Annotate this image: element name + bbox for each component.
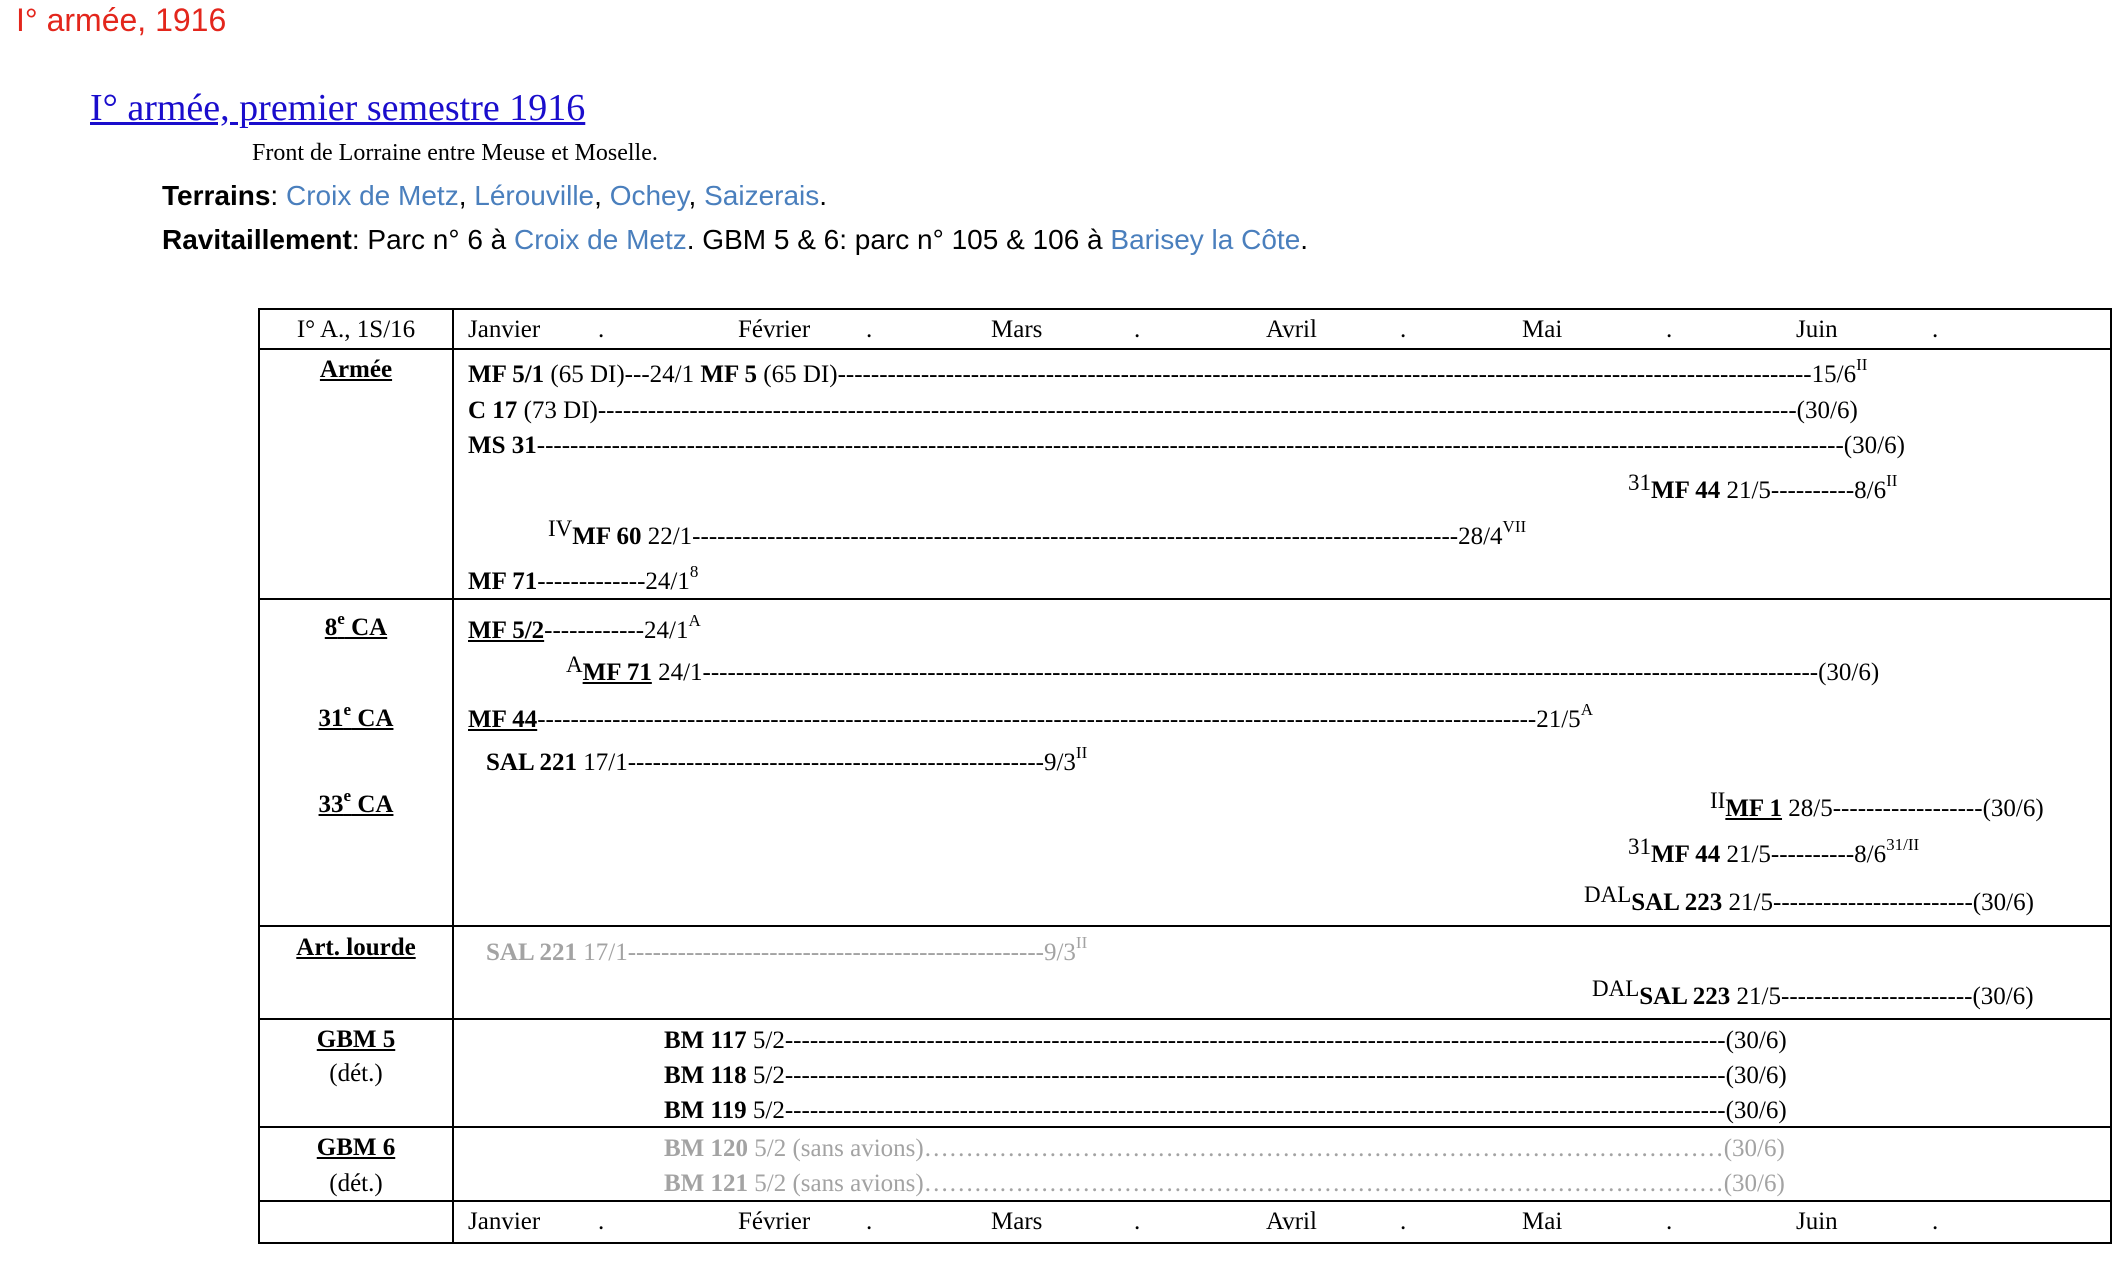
section-gbm6: GBM 6 [316, 1134, 396, 1161]
month-separator: . [598, 1208, 605, 1235]
month-header-mai: Mai [1522, 316, 1563, 343]
terrains-label: Terrains [162, 180, 271, 211]
ravit-link-barisey[interactable]: Barisey la Côte [1110, 224, 1301, 255]
gbm6-detachment-label: (dét.) [329, 1170, 383, 1197]
row-divider [258, 1126, 2112, 1128]
month-header-mars: Mars [991, 316, 1043, 343]
month-footer-avril: Avril [1266, 1208, 1317, 1235]
month-separator: . [1666, 1208, 1673, 1235]
entry-bm118: BM 118 5/2-----------------------------------------------------------------------------------------------------------------(30/6) [664, 1062, 1787, 1089]
semester-link[interactable]: I° armée, premier semestre 1916 [90, 87, 586, 129]
front-description: Front de Lorraine entre Meuse et Moselle. [252, 140, 658, 166]
section-gbm5: GBM 5 [316, 1026, 396, 1053]
entry-mf71-armee: MF $71-------------24/1^8$ [468, 562, 699, 595]
row-divider [258, 925, 2112, 927]
page-title: I° armée, 1916 [16, 2, 227, 38]
month-footer-fevrier: Février [738, 1208, 811, 1235]
entry-mf44-armee: 31MF 44 $21/5----------8/6^{II}$ [1628, 470, 1898, 504]
terrain-link-lerouville[interactable]: Lérouville [474, 180, 595, 211]
entry-mf5-2: MF $5/2------------24/1^A$ [468, 611, 701, 644]
month-header-fevrier: Février [738, 316, 811, 343]
month-separator: . [1932, 1208, 1939, 1235]
month-header-avril: Avril [1266, 316, 1317, 343]
row-divider [258, 348, 2112, 350]
entry-sal223-art: DALSAL 223 21/5-----------------------(30/6) [1592, 976, 2034, 1010]
entry-mf71-ca: AMF 71 24/1--------------------------------------------------------------------------------------------------------------------------------------(30/6) [566, 652, 1880, 686]
entry-mf60: IVMF 60 $22/1--------------------------------------------------------------------------------------------28/4^{VII}$ [548, 516, 1527, 550]
month-separator: . [598, 316, 605, 343]
month-header-janvier: Janvier [468, 316, 541, 343]
table-border-bottom [258, 1242, 2112, 1244]
section-art-lourde: Art. lourde [296, 934, 416, 961]
section-33e-ca: 33e CA [318, 786, 394, 818]
entry-bm120: BM 120 5/2 (sans avions)……………………………………………………………………………………(30/6) [664, 1135, 1785, 1162]
entry-mf5-1: MF 5/1 (65 DI)---24/1 MF 5 (65 DI)---------------------------------------------------------------------------------------------------------------------$15/6^{II}$ [468, 355, 1868, 388]
month-separator: . [1666, 316, 1673, 343]
month-separator: . [1932, 316, 1939, 343]
month-footer-juin: Juin [1796, 1208, 1838, 1235]
month-header-juin: Juin [1796, 316, 1838, 343]
month-footer-janvier: Janvier [468, 1208, 541, 1235]
section-8e-ca: 8e CA [324, 609, 388, 641]
entry-mf1: IIMF 1 28/5------------------(30/6) [1710, 788, 2044, 822]
month-separator: . [1134, 316, 1141, 343]
entry-bm119: BM 119 5/2-----------------------------------------------------------------------------------------------------------------(30/6) [664, 1097, 1787, 1124]
month-footer-mai: Mai [1522, 1208, 1563, 1235]
month-separator: . [1400, 1208, 1407, 1235]
gbm5-detachment-label: (dét.) [329, 1060, 383, 1087]
entry-mf44-33ca: 31MF 44 $21/5----------8/6^{31/II}$ [1628, 834, 1920, 868]
ravit-link-croix-de-metz[interactable]: Croix de Metz [514, 224, 687, 255]
section-31e-ca: 31e CA [318, 700, 394, 732]
entry-ms31: MS 31-------------------------------------------------------------------------------------------------------------------------------------------------------------(30/6) [468, 432, 1905, 459]
section-armee: Armée [319, 356, 393, 383]
month-separator: . [1400, 316, 1407, 343]
entry-c17: C 17 (73 DI)------------------------------------------------------------------------------------------------------------------------------------------------(30/6) [468, 397, 1858, 424]
entry-sal223-ca: DALSAL 223 21/5------------------------(30/6) [1584, 882, 2034, 916]
month-separator: . [866, 316, 873, 343]
ravitaillement-label: Ravitaillement [162, 224, 352, 255]
month-separator: . [866, 1208, 873, 1235]
entry-mf44-ca: MF 44----------------------------------------------------------------------------------------------------------------------$--21/5^A$ [468, 700, 1593, 733]
entry-sal221-art: SAL 221 $17/1--------------------------------------------------9/3^{II}$ [486, 933, 1088, 966]
table-border-right [2110, 308, 2112, 1244]
table-border-left [258, 308, 260, 1244]
table-column-divider [452, 308, 454, 1244]
entry-sal221: SAL 221 $17/1--------------------------------------------------9/3^{II}$ [486, 743, 1088, 776]
row-divider [258, 598, 2112, 600]
table-corner-label: I° A., 1S/16 [296, 316, 416, 343]
row-divider [258, 1200, 2112, 1202]
terrain-link-ochey[interactable]: Ochey [609, 180, 689, 211]
entry-bm117: BM 117 5/2-----------------------------------------------------------------------------------------------------------------(30/6) [664, 1027, 1787, 1054]
row-divider [258, 1018, 2112, 1020]
entry-bm121: BM 121 5/2 (sans avions)……………………………………………………………………………………(30/6) [664, 1170, 1785, 1197]
table-border-top [258, 308, 2112, 310]
terrains-line: Terrains: Croix de Metz, Lérouville, Ochey, Saizerais. [162, 180, 828, 211]
month-footer-mars: Mars [991, 1208, 1043, 1235]
terrain-link-saizerais[interactable]: Saizerais [704, 180, 820, 211]
ravitaillement-line: Ravitaillement: Parc n° 6 à Croix de Metz. GBM 5 & 6: parc n° 105 & 106 à Barisey la Côte. [162, 224, 1309, 255]
month-separator: . [1134, 1208, 1141, 1235]
terrain-link-croix-de-metz[interactable]: Croix de Metz [285, 180, 459, 211]
